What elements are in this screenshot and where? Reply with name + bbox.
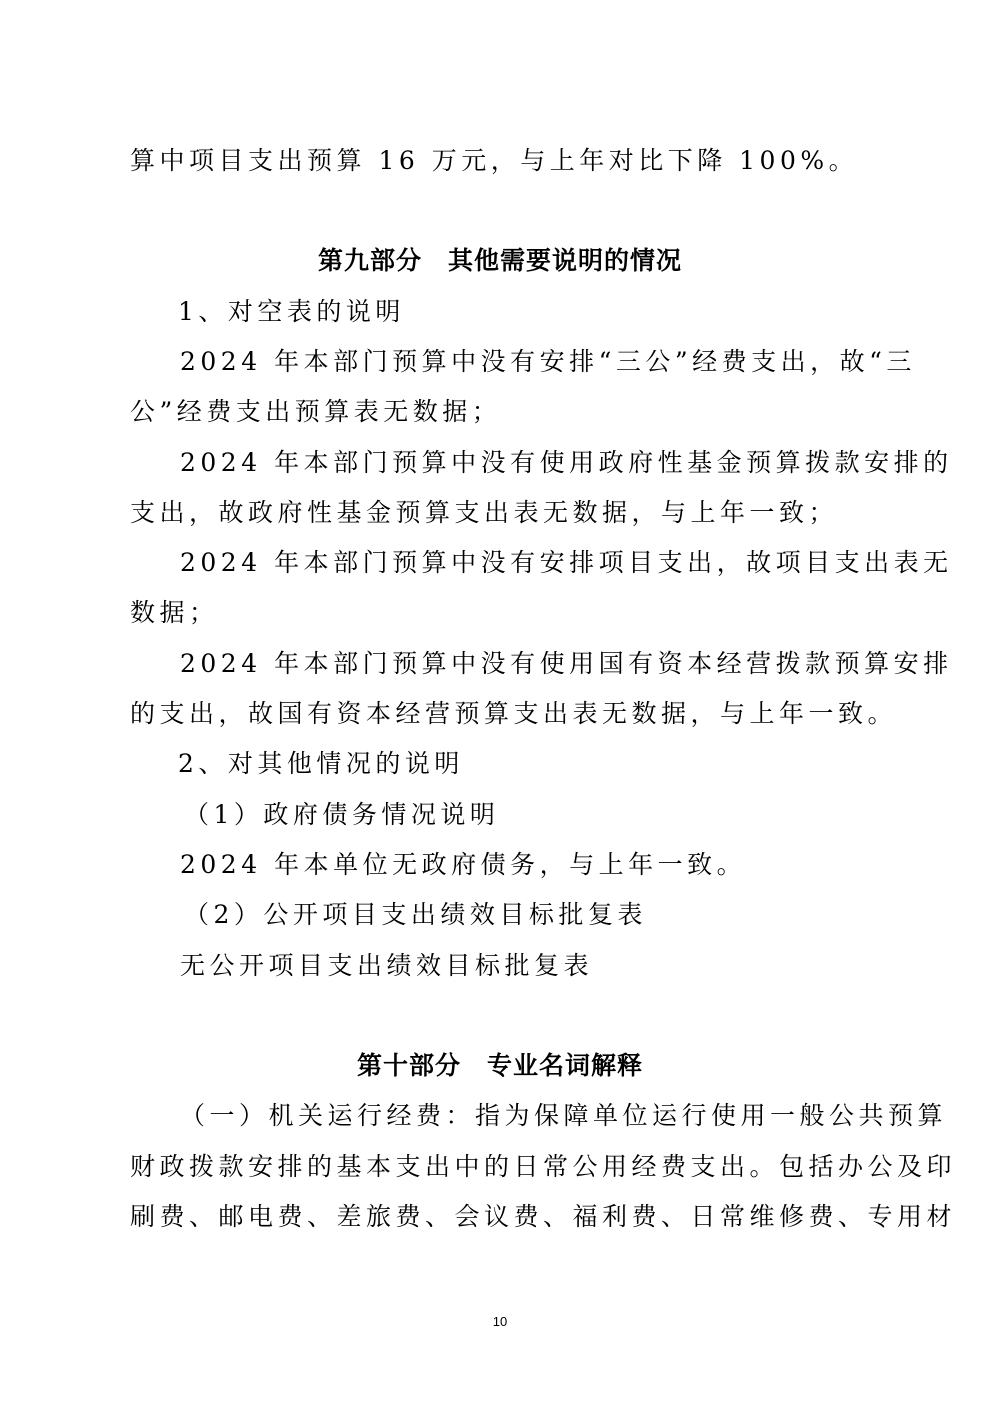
paragraph-1-line-1: 2024 年本部门预算中没有安排“三公”经费支出，故“三 <box>180 347 916 376</box>
section-10-heading: 第十部分 专业名词解释 <box>356 1051 643 1080</box>
section-9-heading: 第九部分 其他需要说明的情况 <box>317 246 682 275</box>
definition-1-line-3: 刷费、邮电费、差旅费、会议费、福利费、日常维修费、专用材 <box>130 1202 957 1231</box>
paragraph-4-line-2: 的支出，故国有资本经营预算支出表无数据，与上年一致。 <box>130 699 898 728</box>
definition-1-line-1: （一）机关运行经费：指为保障单位运行使用一般公共预算 <box>180 1101 948 1130</box>
paragraph-1-line-2: 公”经费支出预算表无数据； <box>130 397 502 426</box>
definition-1-line-2: 财政拨款安排的基本支出中的日常公用经费支出。包括办公及印 <box>130 1152 957 1181</box>
paragraph-2-line-1: 2024 年本部门预算中没有使用政府性基金预算拨款安排的 <box>180 448 953 477</box>
page-number: 10 <box>492 1314 508 1329</box>
item-2-title: 2、对其他情况的说明 <box>178 749 464 778</box>
sub-item-1-title: （1）政府债务情况说明 <box>184 800 500 829</box>
sub-item-1-text: 2024 年本单位无政府债务，与上年一致。 <box>180 850 747 879</box>
sub-item-2-title: （2）公开项目支出绩效目标批复表 <box>184 900 647 929</box>
item-1-title: 1、对空表的说明 <box>178 297 405 326</box>
paragraph-2-line-2: 支出，故政府性基金预算支出表无数据，与上年一致； <box>130 498 839 527</box>
sub-item-2-text: 无公开项目支出绩效目标批复表 <box>180 951 594 980</box>
continuation-paragraph: 算中项目支出预算 16 万元，与上年对比下降 100%。 <box>130 146 859 175</box>
paragraph-4-line-1: 2024 年本部门预算中没有使用国有资本经营拨款预算安排 <box>180 649 953 678</box>
paragraph-3-line-2: 数据； <box>130 598 219 627</box>
paragraph-3-line-1: 2024 年本部门预算中没有安排项目支出，故项目支出表无 <box>180 548 953 577</box>
